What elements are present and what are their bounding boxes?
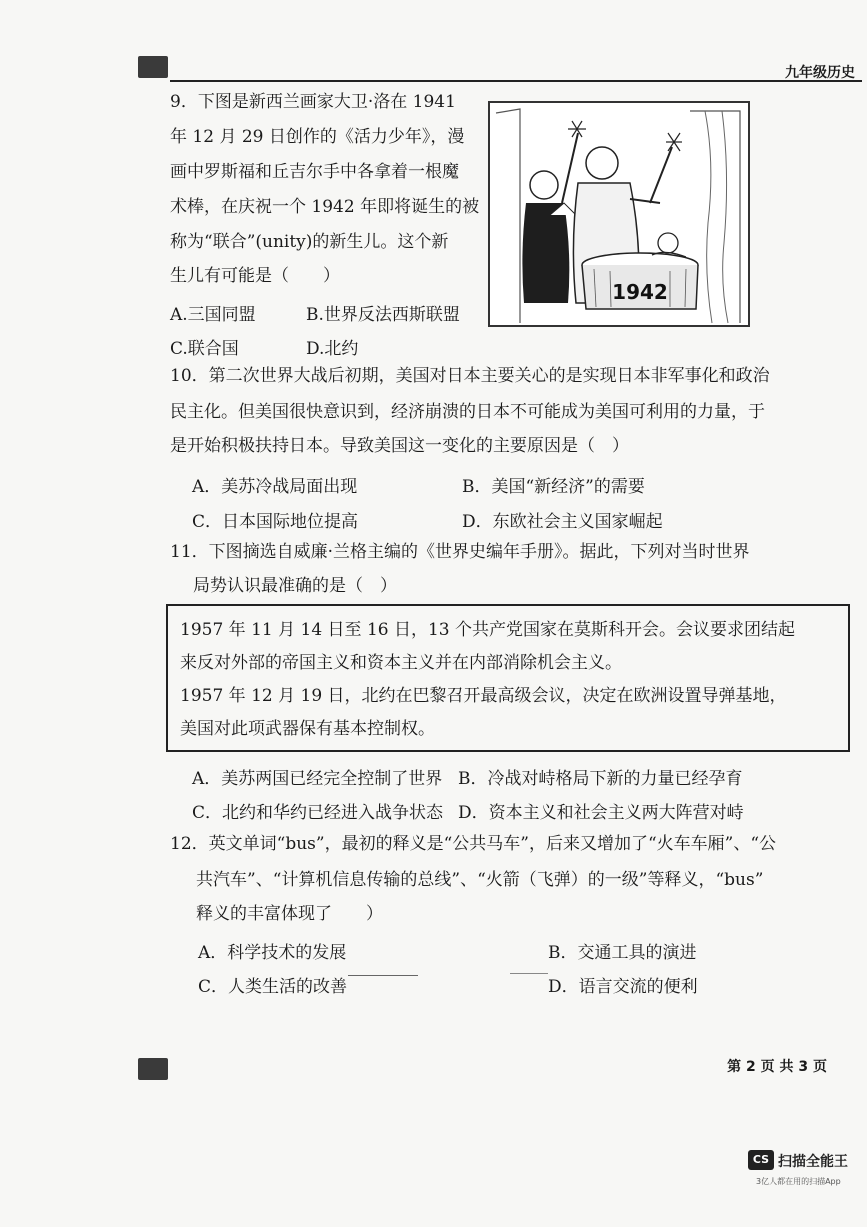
q10-line: 10．第二次世界大战后初期，美国对日本主要关心的是实现日本非军事化和政治 xyxy=(170,366,770,386)
q10-option-c: C．日本国际地位提高 xyxy=(192,512,359,532)
quote-line: 1957 年 12 月 19 日，北约在巴黎召开最高级会议，决定在欧洲设置导弹基地， xyxy=(180,686,787,706)
subject-label: 九年级历史 xyxy=(785,65,855,81)
q9-line: 术棒，在庆祝一个 1942 年即将诞生的被 xyxy=(170,197,480,217)
q12-option-b: B．交通工具的演进 xyxy=(548,943,697,963)
q9-option-d: D.北约 xyxy=(306,339,359,359)
q10-option-d: D．东欧社会主义国家崛起 xyxy=(462,512,663,532)
cartoon-drawing xyxy=(490,103,748,325)
q12-line: 共汽车”、“计算机信息传输的总线”、“火箭（飞弹）的一级”等释义，“bus” xyxy=(196,870,764,890)
corner-marker-top xyxy=(138,56,168,78)
q10-line: 民主化。但美国很快意识到，经济崩溃的日本不可能成为美国可利用的力量，于 xyxy=(170,402,765,422)
q10-option-a: A．美苏冷战局面出现 xyxy=(192,477,358,497)
q12-option-d: D．语言交流的便利 xyxy=(548,977,698,997)
quote-line: 美国对此项武器保有基本控制权。 xyxy=(180,719,435,739)
quote-line: 1957 年 11 月 14 日至 16 日，13 个共产党国家在莫斯科开会。会议要求团结起 xyxy=(180,620,796,640)
q9-option-c: C.联合国 xyxy=(170,339,239,359)
scanner-logo-icon: CS xyxy=(748,1150,774,1170)
q10-option-b: B．美国“新经济”的需要 xyxy=(462,477,645,497)
q12-line: 12．英文单词“bus”，最初的释义是“公共马车”，后来又增加了“火车车厢”、“公 xyxy=(170,834,777,854)
cartoon-illustration xyxy=(488,101,750,327)
quote-line: 来反对外部的帝国主义和资本主义并在内部消除机会主义。 xyxy=(180,653,622,673)
q9-line: 称为“联合”(unity)的新生儿。这个新 xyxy=(170,232,449,252)
q10-line: 是开始积极扶持日本。导致美国这一变化的主要原因是（ ） xyxy=(170,436,629,456)
q11-line: 局势认识最准确的是（ ） xyxy=(193,576,397,596)
q11-option-b: B．冷战对峙格局下新的力量已经孕育 xyxy=(458,769,743,789)
q9-option-b: B.世界反法西斯联盟 xyxy=(306,305,460,325)
page-number: 第 2 页 共 3 页 xyxy=(727,1059,827,1075)
q11-option-c: C．北约和华约已经进入战争状态 xyxy=(192,803,444,823)
q12-option-c: C．人类生活的改善 xyxy=(198,977,348,997)
scanner-app-name: 扫描全能王 xyxy=(778,1154,848,1170)
q9-option-a: A.三国同盟 xyxy=(170,305,256,325)
q12-line: 释义的丰富体现了 ） xyxy=(196,904,383,924)
q9-line: 年 12 月 29 日创作的《活力少年》，漫 xyxy=(170,127,465,147)
q9-line: 生儿有可能是（ ） xyxy=(170,266,340,286)
q11-option-a: A．美苏两国已经完全控制了世界 xyxy=(192,769,443,789)
q11-option-d: D．资本主义和社会主义两大阵营对峙 xyxy=(458,803,744,823)
cartoon-year-label: 1942 xyxy=(612,280,668,304)
q12-option-a: A．科学技术的发展 xyxy=(198,943,347,963)
q11-line: 11．下图摘选自威廉·兰格主编的《世界史编年手册》。据此，下列对当时世界 xyxy=(170,542,750,562)
header-rule xyxy=(170,80,862,82)
corner-marker-bottom xyxy=(138,1058,168,1080)
q9-line: 画中罗斯福和丘吉尔手中各拿着一根魔 xyxy=(170,162,459,182)
scanner-watermark xyxy=(748,1150,858,1214)
q9-line: 9．下图是新西兰画家大卫·洛在 1941 xyxy=(170,92,456,112)
scan-artifact-line xyxy=(348,975,418,976)
scan-artifact-line xyxy=(510,973,548,974)
q11-quote-box xyxy=(166,604,850,752)
scanner-tagline: 3亿人都在用的扫描App xyxy=(756,1177,841,1186)
